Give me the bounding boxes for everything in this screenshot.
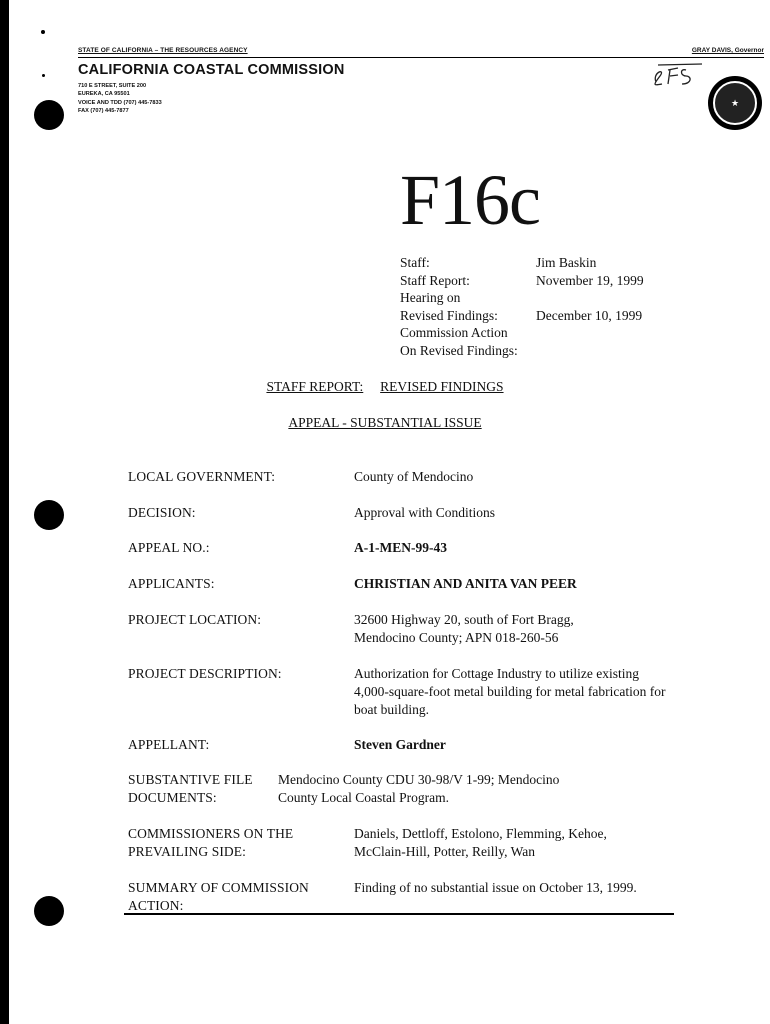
field-local-government — [128, 468, 688, 486]
field-applicants — [128, 575, 688, 593]
field-value: Mendocino County CDU 30-98/V 1-99; Mendocino County Local Coastal Program. — [278, 772, 560, 805]
staff-label: Hearing on — [400, 290, 461, 306]
header-rule — [78, 57, 764, 58]
field-value: Authorization for Cottage Industry to utilize existing 4,000-square-foot metal building for metal fabrication for boat building. — [354, 666, 666, 717]
field-appeal-no — [128, 539, 688, 557]
commission-name: CALIFORNIA COASTAL COMMISSION — [78, 62, 345, 78]
hole-punch — [34, 896, 64, 926]
staff-label: On Revised Findings: — [400, 342, 518, 358]
appeal-title-text: APPEAL - SUBSTANTIAL ISSUE — [288, 415, 482, 430]
appeal-title — [0, 415, 770, 431]
field-key: COMMISSIONERS ON THE PREVAILING SIDE: — [128, 826, 294, 859]
field-value: A-1-MEN-99-43 — [354, 540, 447, 555]
field-value: 32600 Highway 20, south of Fort Bragg, Mendocino County; APN 018-260-56 — [354, 612, 574, 645]
governor-line: GRAY DAVIS, Governor — [691, 47, 764, 54]
staff-label: Staff: — [400, 255, 430, 270]
staff-value: Jim Baskin — [536, 255, 597, 270]
field-key: APPELLANT: — [128, 737, 210, 752]
staff-label: Commission Action — [400, 325, 508, 341]
scan-edge-bar — [0, 0, 9, 1024]
handwritten-initials — [648, 62, 708, 90]
staff-row — [400, 289, 644, 307]
field-key: SUBSTANTIVE FILE DOCUMENTS: — [128, 772, 253, 805]
staff-row — [400, 254, 644, 272]
staff-value: December 10, 1999 — [536, 307, 643, 323]
field-key: APPLICANTS: — [128, 576, 215, 591]
staff-label: Revised Findings: — [400, 307, 498, 323]
address-line: 710 E STREET, SUITE 200 — [78, 83, 147, 89]
item-code: F16c — [400, 160, 540, 240]
field-key: LOCAL GOVERNMENT: — [128, 469, 276, 484]
field-value: Steven Gardner — [354, 737, 446, 752]
staff-block — [400, 254, 644, 360]
state-seal — [708, 76, 762, 130]
field-value: County of Mendocino — [354, 469, 474, 484]
phone-line: VOICE AND TDD (707) 445-7833 — [78, 99, 162, 106]
field-value: Finding of no substantial issue on October 13, 1999. — [354, 880, 637, 895]
staff-row — [400, 324, 644, 342]
scan-speck — [42, 74, 45, 77]
field-value: Approval with Conditions — [354, 505, 495, 520]
field-file-documents — [128, 771, 688, 807]
staff-value: November 19, 1999 — [536, 272, 644, 288]
field-key: APPEAL NO.: — [128, 540, 210, 555]
hole-punch — [34, 100, 64, 130]
field-value: CHRISTIAN AND ANITA VAN PEER — [354, 576, 577, 591]
staff-label: Staff Report: — [400, 272, 470, 288]
address-block — [78, 82, 162, 116]
staff-row — [400, 272, 644, 290]
field-project-description — [128, 665, 688, 719]
report-title-label: STAFF REPORT: — [266, 379, 364, 394]
agency-line: STATE OF CALIFORNIA – THE RESOURCES AGENCY — [78, 47, 248, 54]
field-project-location — [128, 611, 688, 647]
field-key: PROJECT DESCRIPTION: — [128, 666, 282, 681]
report-title-value: REVISED FINDINGS — [380, 379, 504, 394]
fax-line: FAX (707) 445-7877 — [78, 108, 129, 115]
field-summary — [128, 879, 688, 915]
hole-punch — [34, 500, 64, 530]
field-commissioners — [128, 825, 688, 861]
field-key: SUMMARY OF COMMISSION ACTION: — [128, 880, 309, 913]
staff-row — [400, 342, 644, 360]
staff-row — [400, 307, 644, 325]
field-appellant — [128, 736, 688, 754]
bottom-rule — [124, 913, 674, 915]
field-decision — [128, 504, 688, 522]
report-title — [0, 379, 770, 395]
field-key: PROJECT LOCATION: — [128, 612, 262, 627]
seal-emblem-icon: ★ — [713, 81, 757, 125]
field-value: Daniels, Dettloff, Estolono, Flemming, Kehoe, McClain-Hill, Potter, Reilly, Wan — [354, 826, 607, 859]
address-line: EUREKA, CA 95501 — [78, 91, 130, 98]
scan-speck — [41, 30, 45, 34]
field-key: DECISION: — [128, 505, 196, 520]
